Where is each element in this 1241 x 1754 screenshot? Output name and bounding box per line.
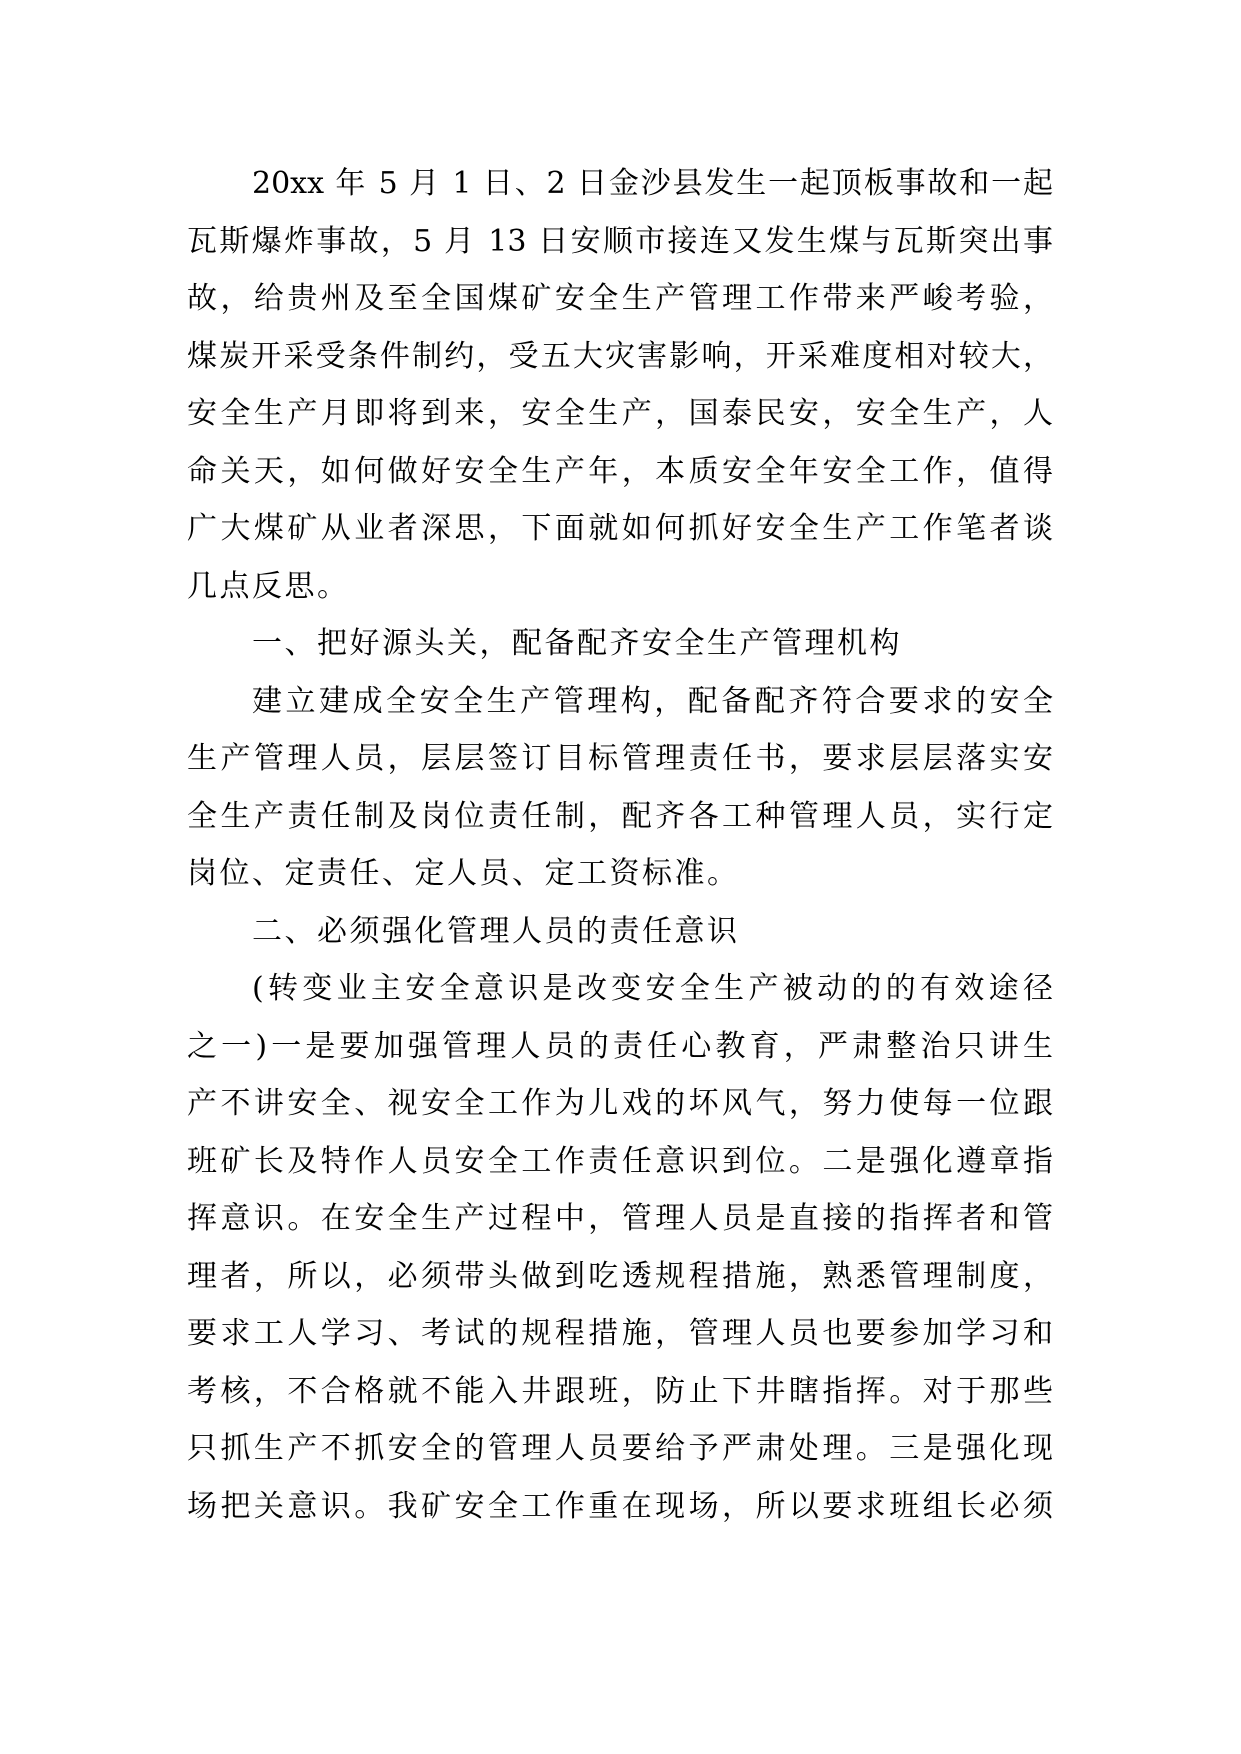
- heading-line: 二、必须强化管理人员的责任意识: [252, 913, 740, 949]
- text-line: 理者，所以，必须带头做到吃透规程措施，熟悉管理制度，: [187, 1258, 1053, 1294]
- text-line: 产不讲安全、视安全工作为儿戏的坏风气，努力使每一位跟: [187, 1086, 1053, 1121]
- heading-line: 一、把好源头关，配备配齐安全生产管理机构: [252, 626, 902, 661]
- text-line: 广大煤矿从业者深思，下面就如何抓好安全生产工作笔者谈: [187, 511, 1053, 546]
- paragraph-section-2: [187, 960, 1053, 1535]
- paragraph-intro: [187, 155, 1053, 615]
- text-line: 命关天，如何做好安全生产年，本质安全年安全工作，值得: [187, 453, 1053, 489]
- text-line: 几点反思。: [187, 568, 350, 604]
- text-line: 考核，不合格就不能入井跟班，防止下井瞎指挥。对于那些: [187, 1373, 1053, 1409]
- text-line: 故，给贵州及至全国煤矿安全生产管理工作带来严峻考验，: [187, 281, 1053, 316]
- text-line: 只抓生产不抓安全的管理人员要给予严肃处理。三是强化现: [187, 1431, 1053, 1466]
- paragraph-section-1: [187, 673, 1053, 903]
- text-line: 岗位、定责任、定人员、定工资标准。: [187, 856, 740, 891]
- text-line: (转变业主安全意识是改变安全生产被动的的有效途径: [252, 971, 1053, 1006]
- text-line: 瓦斯爆炸事故，5 月 13 日安顺市接连又发生煤与瓦斯突出事: [187, 223, 1053, 259]
- text-line: 生产管理人员，层层签订目标管理责任书，要求层层落实安: [187, 741, 1053, 776]
- text-line: 20xx 年 5 月 1 日、2 日金沙县发生一起顶板事故和一起: [252, 166, 1053, 201]
- text-line: 要求工人学习、考试的规程措施，管理人员也要参加学习和: [187, 1316, 1053, 1351]
- text-line: 班矿长及特作人员安全工作责任意识到位。二是强化遵章指: [187, 1143, 1053, 1179]
- text-line: 挥意识。在安全生产过程中，管理人员是直接的指挥者和管: [187, 1201, 1053, 1236]
- text-line: 之一)一是要加强管理人员的责任心教育，严肃整治只讲生: [187, 1028, 1053, 1064]
- text-line: 场把关意识。我矿安全工作重在现场，所以要求班组长必须: [187, 1488, 1053, 1524]
- text-line: 煤炭开采受条件制约，受五大灾害影响，开采难度相对较大，: [187, 338, 1053, 374]
- section-heading-2: [187, 903, 1053, 961]
- text-line: 全生产责任制及岗位责任制，配齐各工种管理人员，实行定: [187, 798, 1053, 834]
- section-heading-1: [187, 615, 1053, 673]
- text-line: 建立建成全安全生产管理构，配备配齐符合要求的安全: [252, 683, 1053, 719]
- text-line: 安全生产月即将到来，安全生产，国泰民安，安全生产，人: [187, 396, 1053, 431]
